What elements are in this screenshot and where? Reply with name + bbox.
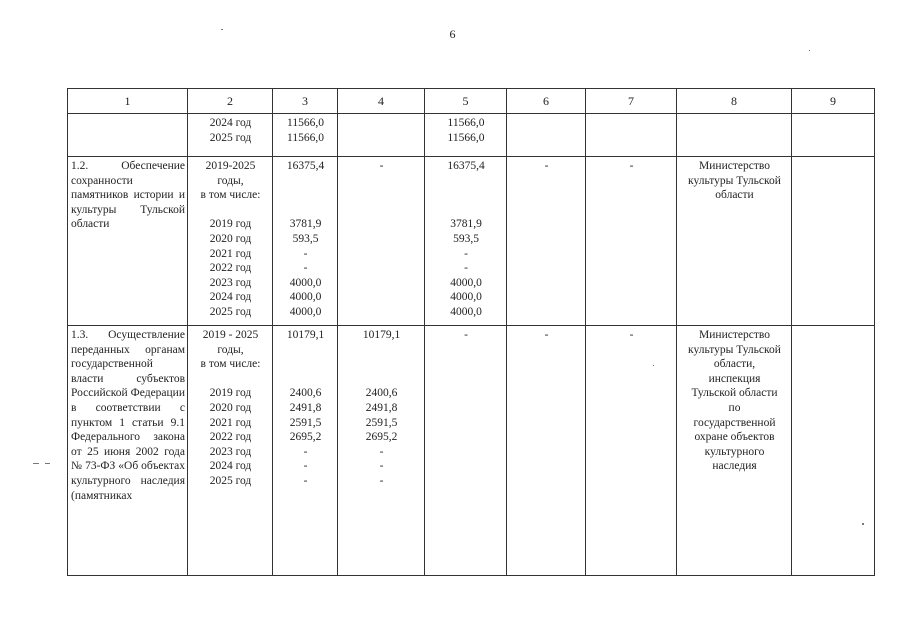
cell-name: 1.2. Обеспечение сохранности памятников истории и культуры Тульской области [68,157,188,326]
cell-name: 1.3. Осуществление переданных органам государственной власти субъектов Российской Федерации в соответствии с пунктом 1 статьи 9.1 Федерального закона от 25 июня 2002 года № 73-ФЗ «Об объектах культурного наследия (памятниках [68,326,188,576]
cell-col5: 16375,4 3781,9 593,5 - - 4000,0 4000,0 4000,0 [425,157,507,326]
cell-col8 [677,114,792,157]
page-number: 6 [449,27,456,41]
col-header-7: 7 [586,89,677,114]
cell-name [68,114,188,157]
cell-executor: Министерство культуры Тульской области, инспекция Тульской области по государственной охране объектов культурного наследия [677,326,792,576]
cell-col9 [792,326,875,576]
cell-years: 2019-2025 годы, в том числе: 2019 год 2020 год 2021 год 2022 год 2023 год 2024 год 2025 год [188,157,273,326]
cell-col3: 16375,4 3781,9 593,5 - - 4000,0 4000,0 4000,0 [273,157,338,326]
col-header-9: 9 [792,89,875,114]
scan-speck [809,50,810,51]
cell-col4 [338,114,425,157]
cell-col6: - [507,326,586,576]
cell-years: 2024 год 2025 год [188,114,273,157]
col-header-8: 8 [677,89,792,114]
cell-col5: 11566,0 11566,0 [425,114,507,157]
cell-col6: - [507,157,586,326]
scan-speck [33,463,39,464]
col-header-5: 5 [425,89,507,114]
scan-speck [221,29,223,30]
table-row-1-2 [68,157,875,326]
cell-col9 [792,157,875,326]
cell-col9 [792,114,875,157]
cell-col7 [586,114,677,157]
cell-years: 2019 - 2025 годы, в том числе: 2019 год 2020 год 2021 год 2022 год 2023 год 2024 год 2025 год [188,326,273,576]
col-header-1: 1 [68,89,188,114]
table-row-1-3 [68,326,875,576]
table-row-continuation [68,114,875,157]
cell-col3: 11566,0 11566,0 [273,114,338,157]
col-header-4: 4 [338,89,425,114]
cell-col7: - [586,326,677,576]
header-row [68,89,875,114]
budget-table [67,88,875,576]
col-header-3: 3 [273,89,338,114]
cell-executor: Министерство культуры Тульской области [677,157,792,326]
scan-speck [45,463,50,464]
col-header-2: 2 [188,89,273,114]
cell-col3: 10179,1 2400,6 2491,8 2591,5 2695,2 - - - [273,326,338,576]
cell-col6 [507,114,586,157]
cell-col4: 10179,1 2400,6 2491,8 2591,5 2695,2 - - - [338,326,425,576]
cell-col4: - [338,157,425,326]
cell-col5: - [425,326,507,576]
col-header-6: 6 [507,89,586,114]
cell-col7: - [586,157,677,326]
